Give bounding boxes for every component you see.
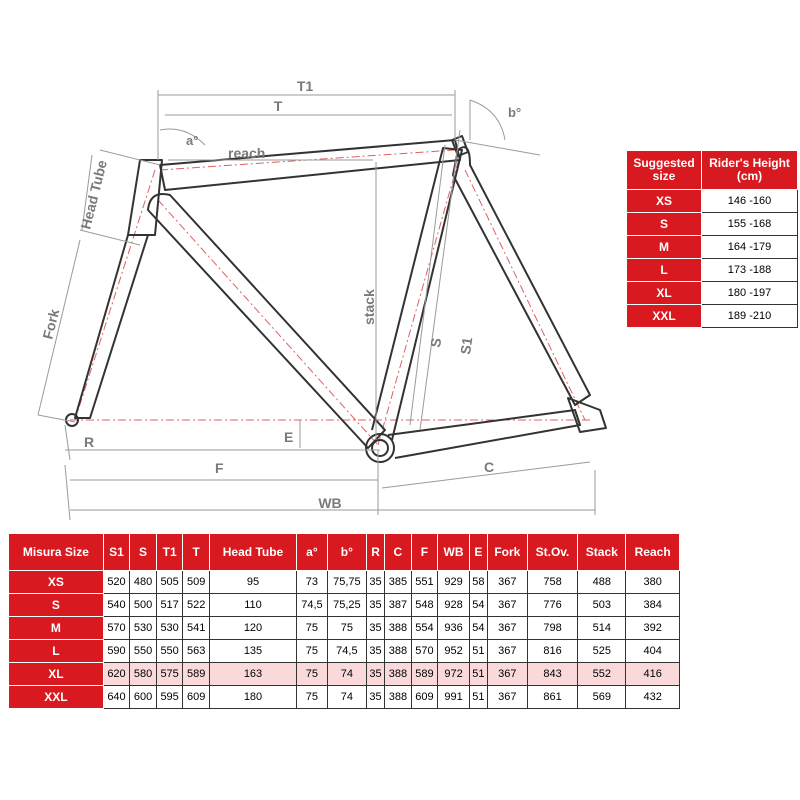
size-value-cell: 35: [366, 594, 384, 617]
size-value-cell: 640: [103, 686, 130, 709]
size-value-cell: 384: [626, 594, 680, 617]
size-label-cell: S: [9, 594, 104, 617]
rider-size-cell: XXL: [627, 305, 702, 328]
size-value-cell: 75: [297, 617, 328, 640]
label-f: F: [215, 460, 224, 476]
size-label-cell: XS: [9, 571, 104, 594]
label-t: T: [273, 98, 283, 114]
size-value-cell: 569: [578, 686, 626, 709]
size-value-cell: 991: [438, 686, 470, 709]
rider-height-table: [626, 150, 798, 328]
size-value-cell: 35: [366, 663, 384, 686]
label-wb: WB: [318, 495, 342, 511]
size-value-cell: 929: [438, 571, 470, 594]
size-value-cell: 552: [578, 663, 626, 686]
size-value-cell: 520: [103, 571, 130, 594]
rider-table-row: [627, 259, 798, 282]
size-value-cell: 95: [209, 571, 296, 594]
size-table-row: [9, 594, 680, 617]
size-value-cell: 843: [527, 663, 577, 686]
rider-height-cell: 164 -179: [702, 236, 798, 259]
size-label-cell: XL: [9, 663, 104, 686]
size-value-cell: 589: [183, 663, 210, 686]
size-value-cell: 35: [366, 686, 384, 709]
size-table-header: R: [366, 534, 384, 571]
rider-size-cell: M: [627, 236, 702, 259]
size-value-cell: 387: [385, 594, 412, 617]
size-value-cell: 928: [438, 594, 470, 617]
size-value-cell: 488: [578, 571, 626, 594]
size-value-cell: 758: [527, 571, 577, 594]
rider-height-cell: 146 -160: [702, 190, 798, 213]
size-value-cell: 54: [469, 617, 487, 640]
size-table-row: [9, 686, 680, 709]
size-value-cell: 75: [327, 617, 366, 640]
label-stack: stack: [361, 289, 377, 325]
size-value-cell: 600: [130, 686, 157, 709]
size-table-header: S: [130, 534, 157, 571]
size-value-cell: 58: [469, 571, 487, 594]
size-value-cell: 385: [385, 571, 412, 594]
size-value-cell: 180: [209, 686, 296, 709]
size-value-cell: 75,75: [327, 571, 366, 594]
size-table-header: Reach: [626, 534, 680, 571]
size-value-cell: 480: [130, 571, 157, 594]
size-value-cell: 367: [487, 617, 527, 640]
size-table-header: Fork: [487, 534, 527, 571]
label-e: E: [284, 429, 294, 445]
size-value-cell: 74: [327, 663, 366, 686]
size-value-cell: 367: [487, 571, 527, 594]
size-value-cell: 595: [156, 686, 183, 709]
label-a-angle: a°: [186, 133, 199, 148]
label-b-angle: b°: [508, 105, 522, 120]
size-table-row: [9, 640, 680, 663]
size-value-cell: 51: [469, 686, 487, 709]
size-label-cell: XXL: [9, 686, 104, 709]
size-value-cell: 404: [626, 640, 680, 663]
rider-height-cell: 189 -210: [702, 305, 798, 328]
size-value-cell: 570: [103, 617, 130, 640]
size-value-cell: 367: [487, 594, 527, 617]
size-value-cell: 73: [297, 571, 328, 594]
size-value-cell: 75: [297, 663, 328, 686]
rider-size-cell: XS: [627, 190, 702, 213]
size-value-cell: 589: [411, 663, 438, 686]
dimension-lines: [38, 90, 595, 520]
rider-size-cell: XL: [627, 282, 702, 305]
size-value-cell: 952: [438, 640, 470, 663]
size-value-cell: 388: [385, 686, 412, 709]
size-value-cell: 609: [183, 686, 210, 709]
label-t1: T1: [296, 78, 314, 94]
size-value-cell: 35: [366, 571, 384, 594]
size-value-cell: 35: [366, 617, 384, 640]
size-table-row: [9, 663, 680, 686]
label-reach: reach: [228, 145, 266, 161]
size-value-cell: 388: [385, 663, 412, 686]
size-table-header: Head Tube: [209, 534, 296, 571]
size-value-cell: 163: [209, 663, 296, 686]
size-value-cell: 517: [156, 594, 183, 617]
size-value-cell: 580: [130, 663, 157, 686]
size-table-header: Misura Size: [9, 534, 104, 571]
size-value-cell: 590: [103, 640, 130, 663]
size-table-header: E: [469, 534, 487, 571]
size-value-cell: 75: [297, 686, 328, 709]
size-value-cell: 540: [103, 594, 130, 617]
rider-table-row: [627, 282, 798, 305]
size-value-cell: 972: [438, 663, 470, 686]
size-value-cell: 548: [411, 594, 438, 617]
size-value-cell: 367: [487, 663, 527, 686]
size-value-cell: 54: [469, 594, 487, 617]
size-value-cell: 522: [183, 594, 210, 617]
size-table-header: S1: [103, 534, 130, 571]
frame-centerlines: [70, 150, 590, 445]
rider-height-cell: 173 -188: [702, 259, 798, 282]
size-value-cell: 74,5: [327, 640, 366, 663]
size-table-header: T: [183, 534, 210, 571]
size-table-row: [9, 617, 680, 640]
size-value-cell: 74: [327, 686, 366, 709]
size-value-cell: 51: [469, 663, 487, 686]
size-table-header: St.Ov.: [527, 534, 577, 571]
label-s: S: [427, 336, 445, 349]
size-table-row: [9, 571, 680, 594]
size-value-cell: 388: [385, 640, 412, 663]
size-value-cell: 75,25: [327, 594, 366, 617]
label-r: R: [84, 434, 95, 450]
size-value-cell: 500: [130, 594, 157, 617]
size-table-header: b°: [327, 534, 366, 571]
size-value-cell: 503: [578, 594, 626, 617]
size-value-cell: 798: [527, 617, 577, 640]
label-c: C: [484, 459, 495, 475]
size-value-cell: 620: [103, 663, 130, 686]
size-table-header: a°: [297, 534, 328, 571]
frame-size-table: [8, 533, 680, 709]
size-value-cell: 861: [527, 686, 577, 709]
size-value-cell: 416: [626, 663, 680, 686]
size-value-cell: 35: [366, 640, 384, 663]
size-value-cell: 514: [578, 617, 626, 640]
size-table-header: Stack: [578, 534, 626, 571]
size-value-cell: 563: [183, 640, 210, 663]
size-value-cell: 530: [156, 617, 183, 640]
size-value-cell: 554: [411, 617, 438, 640]
size-value-cell: 550: [156, 640, 183, 663]
size-table-header: F: [411, 534, 438, 571]
rider-table-header-height: Rider's Height (cm): [702, 151, 798, 190]
size-value-cell: 380: [626, 571, 680, 594]
size-value-cell: 551: [411, 571, 438, 594]
label-s1: S1: [457, 336, 476, 356]
size-value-cell: 75: [297, 640, 328, 663]
size-value-cell: 509: [183, 571, 210, 594]
size-value-cell: 367: [487, 640, 527, 663]
label-head-tube: Head Tube: [77, 158, 110, 231]
rider-size-cell: S: [627, 213, 702, 236]
size-value-cell: 530: [130, 617, 157, 640]
size-label-cell: L: [9, 640, 104, 663]
size-value-cell: 110: [209, 594, 296, 617]
rider-height-cell: 155 -168: [702, 213, 798, 236]
rider-table-row: [627, 190, 798, 213]
rider-table-row: [627, 236, 798, 259]
rider-height-cell: 180 -197: [702, 282, 798, 305]
size-value-cell: 74,5: [297, 594, 328, 617]
size-value-cell: 609: [411, 686, 438, 709]
size-value-cell: 776: [527, 594, 577, 617]
rider-size-cell: L: [627, 259, 702, 282]
size-table-header: C: [385, 534, 412, 571]
rider-table-row: [627, 305, 798, 328]
size-value-cell: 936: [438, 617, 470, 640]
size-value-cell: 135: [209, 640, 296, 663]
rider-table-row: [627, 213, 798, 236]
size-value-cell: 816: [527, 640, 577, 663]
size-value-cell: 388: [385, 617, 412, 640]
size-value-cell: 575: [156, 663, 183, 686]
size-value-cell: 570: [411, 640, 438, 663]
size-value-cell: 120: [209, 617, 296, 640]
size-table-header: WB: [438, 534, 470, 571]
rider-table-header-size: Suggested size: [627, 151, 702, 190]
size-value-cell: 505: [156, 571, 183, 594]
size-value-cell: 392: [626, 617, 680, 640]
size-label-cell: M: [9, 617, 104, 640]
size-value-cell: 550: [130, 640, 157, 663]
size-value-cell: 367: [487, 686, 527, 709]
size-value-cell: 432: [626, 686, 680, 709]
size-value-cell: 541: [183, 617, 210, 640]
frame-outline: [66, 136, 606, 462]
label-fork: Fork: [39, 307, 63, 341]
size-table-header: T1: [156, 534, 183, 571]
size-value-cell: 51: [469, 640, 487, 663]
size-value-cell: 525: [578, 640, 626, 663]
